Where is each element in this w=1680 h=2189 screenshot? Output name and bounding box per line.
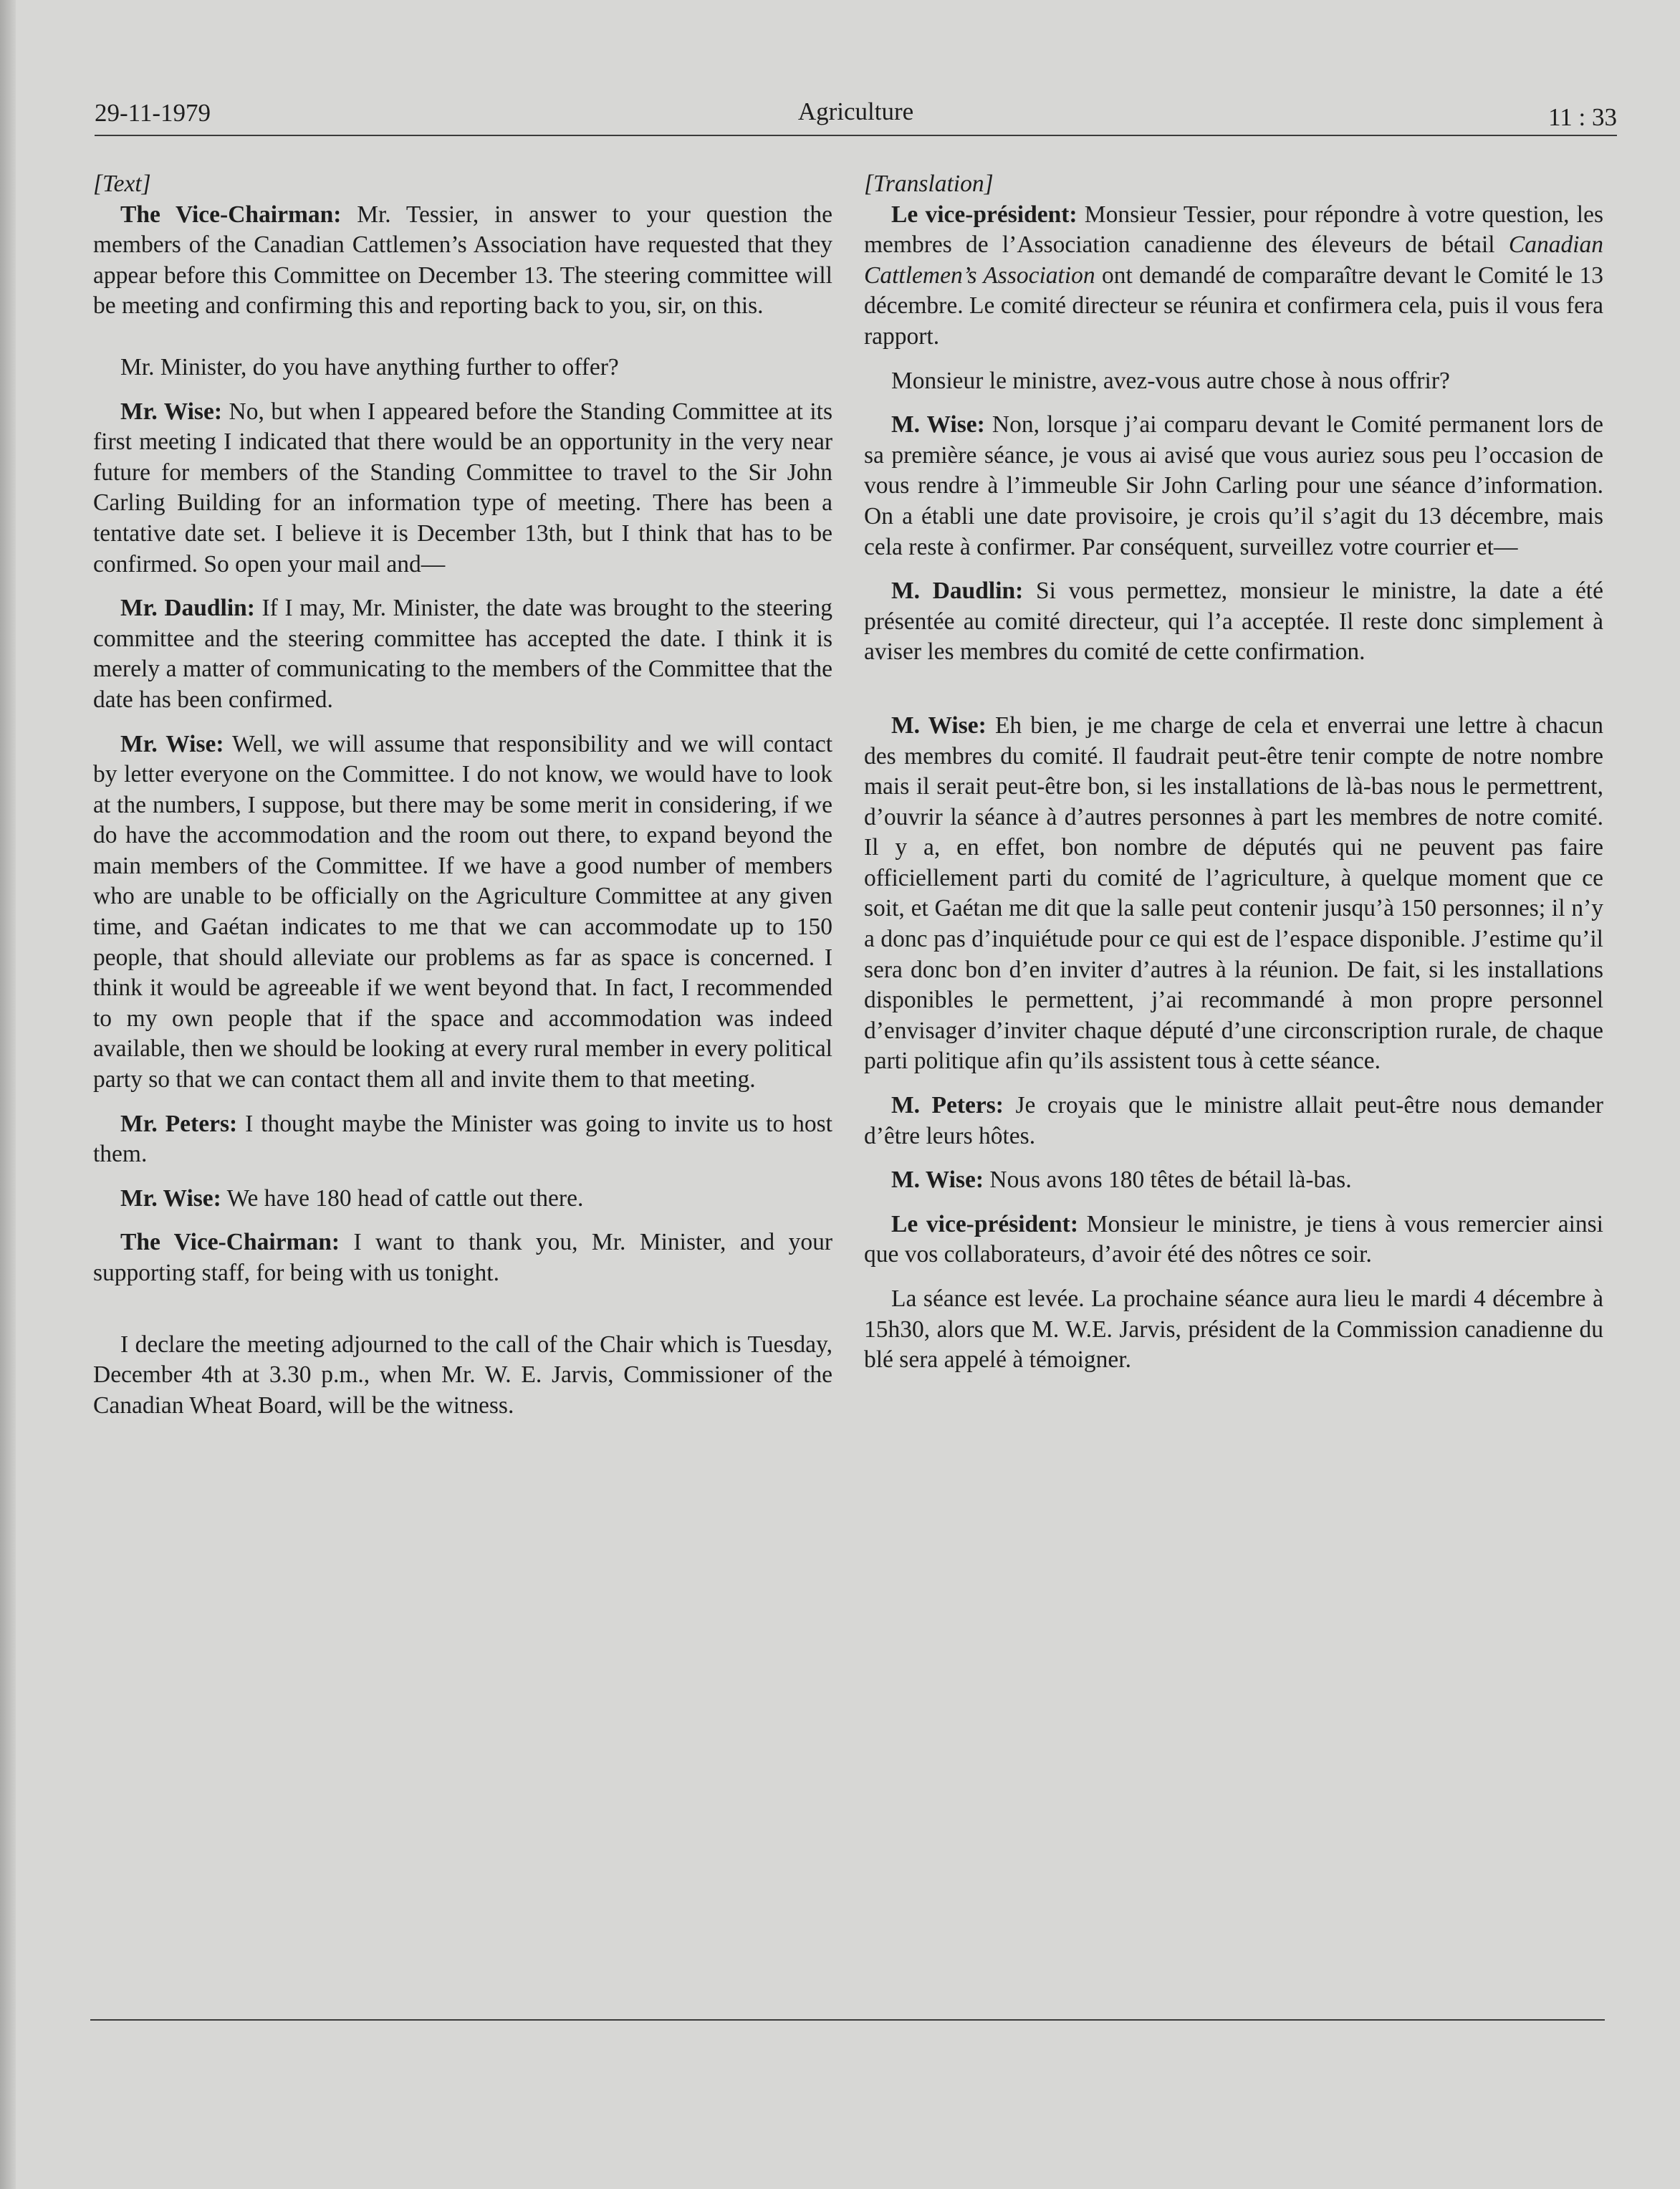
paragraph-text: If I may, Mr. Minister, the date was brought to the steering committee and the steering committee has accepted the date. I think it is merely a matter of communicating to the members of the Committee that the date has been confirmed.	[93, 595, 832, 713]
speaker-name: M. Wise:	[891, 712, 987, 739]
paragraph-wise-1-fr	[864, 410, 1603, 562]
footer-rule	[90, 2019, 1605, 2021]
paragraph-text: Je croyais que le ministre allait peut-être nous demander d’être leurs hôtes.	[864, 1092, 1603, 1149]
paragraph-peters-fr	[864, 1091, 1603, 1151]
speaker-name: The Vice-Chairman:	[120, 201, 342, 228]
speaker-name: Mr. Daudlin:	[120, 595, 255, 622]
bracket-close: ]	[141, 171, 151, 197]
paragraph-text: Monsieur le ministre, avez-vous autre chose à nous offrir?	[891, 367, 1450, 394]
speaker-name: Mr. Wise:	[120, 730, 224, 757]
paragraph-text: Monsieur le ministre, je tiens à vous remercier ainsi que vos collaborateurs, d’avoir été des nôtres ce soir.	[864, 1210, 1603, 1268]
header-page-number: 11 : 33	[1548, 103, 1617, 131]
paragraph-text: Nous avons 180 têtes de bétail là-bas.	[984, 1167, 1352, 1194]
text-label	[93, 169, 832, 200]
paragraph-minister-question	[93, 353, 832, 383]
speaker-name: Mr. Wise:	[120, 398, 222, 425]
paragraph-seance-levee	[864, 1284, 1603, 1376]
paragraph-daudlin	[93, 593, 832, 715]
bracket-open: [	[864, 171, 874, 197]
label-word: Text	[102, 171, 142, 197]
page-spine-shadow	[0, 0, 16, 2189]
paragraph-text: I want to thank you, Mr. Minister, and your supporting staff, for being with us tonight.	[93, 1229, 832, 1286]
paragraph-adjournment	[93, 1330, 832, 1422]
paragraph-wise-1	[93, 397, 832, 580]
paragraph-text: I declare the meeting adjourned to the call of the Chair which is Tuesday, December 4th at 3.30 p.m., when Mr. W. E. Jarvis, Commissioner of the Canadian Wheat Board, will be the witness.	[93, 1331, 832, 1419]
paragraph-peters	[93, 1109, 832, 1170]
paragraph-text: Monsieur Tessier, pour répondre à votre question, les membres de l’Association canadienne des éleveurs de bétail	[864, 201, 1603, 259]
paragraph-text: We have 180 head of cattle out there.	[221, 1184, 584, 1212]
paragraph-wise-3-fr	[864, 1165, 1603, 1196]
bracket-close: ]	[984, 171, 994, 197]
paragraph-text: Eh bien, je me charge de cela et enverrai une lettre à chacun des membres du comité. Il faudrait peut-être tenir compte de notre nombre mais il serait peut-être bon, si les installations de là-bas nous le permettrent, d’ouvrir la séance à d’autres personnes à part les membres de notre comité. Il y a, en effet, bon nombre de députés qui ne peuvent pas faire officiellement parti du comité de l’agriculture, à quelque moment que ce soit, et Gaétan me dit que la salle peut contenir jusqu’à 150 personnes; il n’y a donc pas d’inquiétude pour ce qui est de l’espace disponible. J’estime qu’il sera donc bon d’en inviter d’autres à la réunion. De fait, si les installations disponibles le permettent, j’ai recommandé à mon propre personnel d’envisager d’inviter chaque député d’une circonscription rurale, de chaque parti politique afin qu’ils assistent tous à cette séance.	[864, 712, 1603, 1075]
header-date: 29-11-1979	[95, 99, 211, 127]
paragraph-wise-2	[93, 729, 832, 1096]
paragraph-wise-3	[93, 1184, 832, 1215]
paragraph-daudlin-fr	[864, 576, 1603, 668]
paragraph-text: Non, lorsque j’ai comparu devant le Comité permanent lors de sa première séance, je vous ai avisé que vous auriez sous peu l’occasion de vous rendre à l’immeuble Sir John Carling pour une séance d’information. On a établi une date provisoire, je crois qu’il s’agit du 13 décembre, mais cela reste à confirmer. Par conséquent, surveillez votre courrier et—	[864, 411, 1603, 560]
paragraph-ministre-question	[864, 366, 1603, 397]
header-title: Agriculture	[797, 97, 914, 125]
speaker-name: Le vice-président:	[891, 201, 1077, 228]
paragraph-vice-president-1	[864, 200, 1603, 353]
english-column	[93, 169, 832, 1421]
speaker-name: Mr. Peters:	[120, 1110, 238, 1137]
paragraph-text: Well, we will assume that responsibility and we will contact by letter everyone on the Committee. I do not know, we would have to look at the numbers, I suppose, but there may be some merit in considering, if we do have the accommodation and the room out there, to expand beyond the main members of the Committee. If we have a good number of members who are unable to be officially on the Agriculture Committee at any given time, and Gaétan indicates to me that we can accommodate up to 150 people, that should alleviate our problems as far as space is concerned. I think it would be agreeable if we went beyond that. In fact, I recommended to my own people that if the space and accommodation was indeed available, then we should be looking at every rural member in every political party so that we can contact them all and invite them to that meeting.	[93, 730, 832, 1093]
paragraph-text: La séance est levée. La prochaine séance aura lieu le mardi 4 décembre à 15h30, alors que M. W.E. Jarvis, président de la Commission canadienne du blé sera appelé à témoigner.	[864, 1285, 1603, 1374]
paragraph-vice-president-2	[864, 1210, 1603, 1270]
paragraph-vice-chairman-1	[93, 200, 832, 322]
paragraph-text: Mr. Tessier, in answer to your question the members of the Canadian Cattlemen’s Association have requested that they appear before this Committee on December 13. The steering committee will be meeting and confirming this and reporting back to you, sir, on this.	[93, 201, 832, 320]
page-header	[95, 95, 1617, 138]
paragraph-wise-2-fr	[864, 711, 1603, 1077]
speaker-name: M. Peters:	[891, 1092, 1004, 1119]
paragraph-text: No, but when I appeared before the Standing Committee at its first meeting I indicated that there would be an opportunity in the very near future for members of the Standing Committee to travel to the Sir John Carling Building for an information type of meeting. There has been a tentative date set. I believe it is December 13th, but I think that has to be confirmed. So open your mail and—	[93, 398, 832, 578]
paragraph-text: ont demandé de comparaître devant le Comité le 13 décembre. Le comité directeur se réunira et confirmera cela, puis il vous fera rapport.	[864, 262, 1603, 350]
association-name-italic: Canadian Cattlemen’s Association	[864, 231, 1603, 289]
paragraph-vice-chairman-2	[93, 1227, 832, 1288]
label-word: Translation	[873, 171, 984, 197]
speaker-name: M. Wise:	[891, 1167, 984, 1194]
bracket-open: [	[93, 171, 103, 197]
speaker-name: Le vice-président:	[891, 1210, 1078, 1237]
header-rule	[95, 135, 1617, 136]
paragraph-text: I thought maybe the Minister was going to invite us to host them.	[93, 1110, 832, 1168]
paragraph-text: Si vous permettez, monsieur le ministre, la date a été présentée au comité directeur, qui l’a acceptée. Il reste donc simplement à aviser les membres du comité de cette confirmation.	[864, 578, 1603, 666]
speaker-name: M. Daudlin:	[891, 578, 1024, 605]
speaker-name: Mr. Wise:	[120, 1184, 221, 1212]
speaker-name: The Vice-Chairman:	[120, 1229, 340, 1256]
paragraph-text: Mr. Minister, do you have anything further to offer?	[120, 353, 619, 380]
french-column	[864, 169, 1603, 1376]
translation-label	[864, 169, 1603, 200]
speaker-name: M. Wise:	[891, 411, 985, 439]
